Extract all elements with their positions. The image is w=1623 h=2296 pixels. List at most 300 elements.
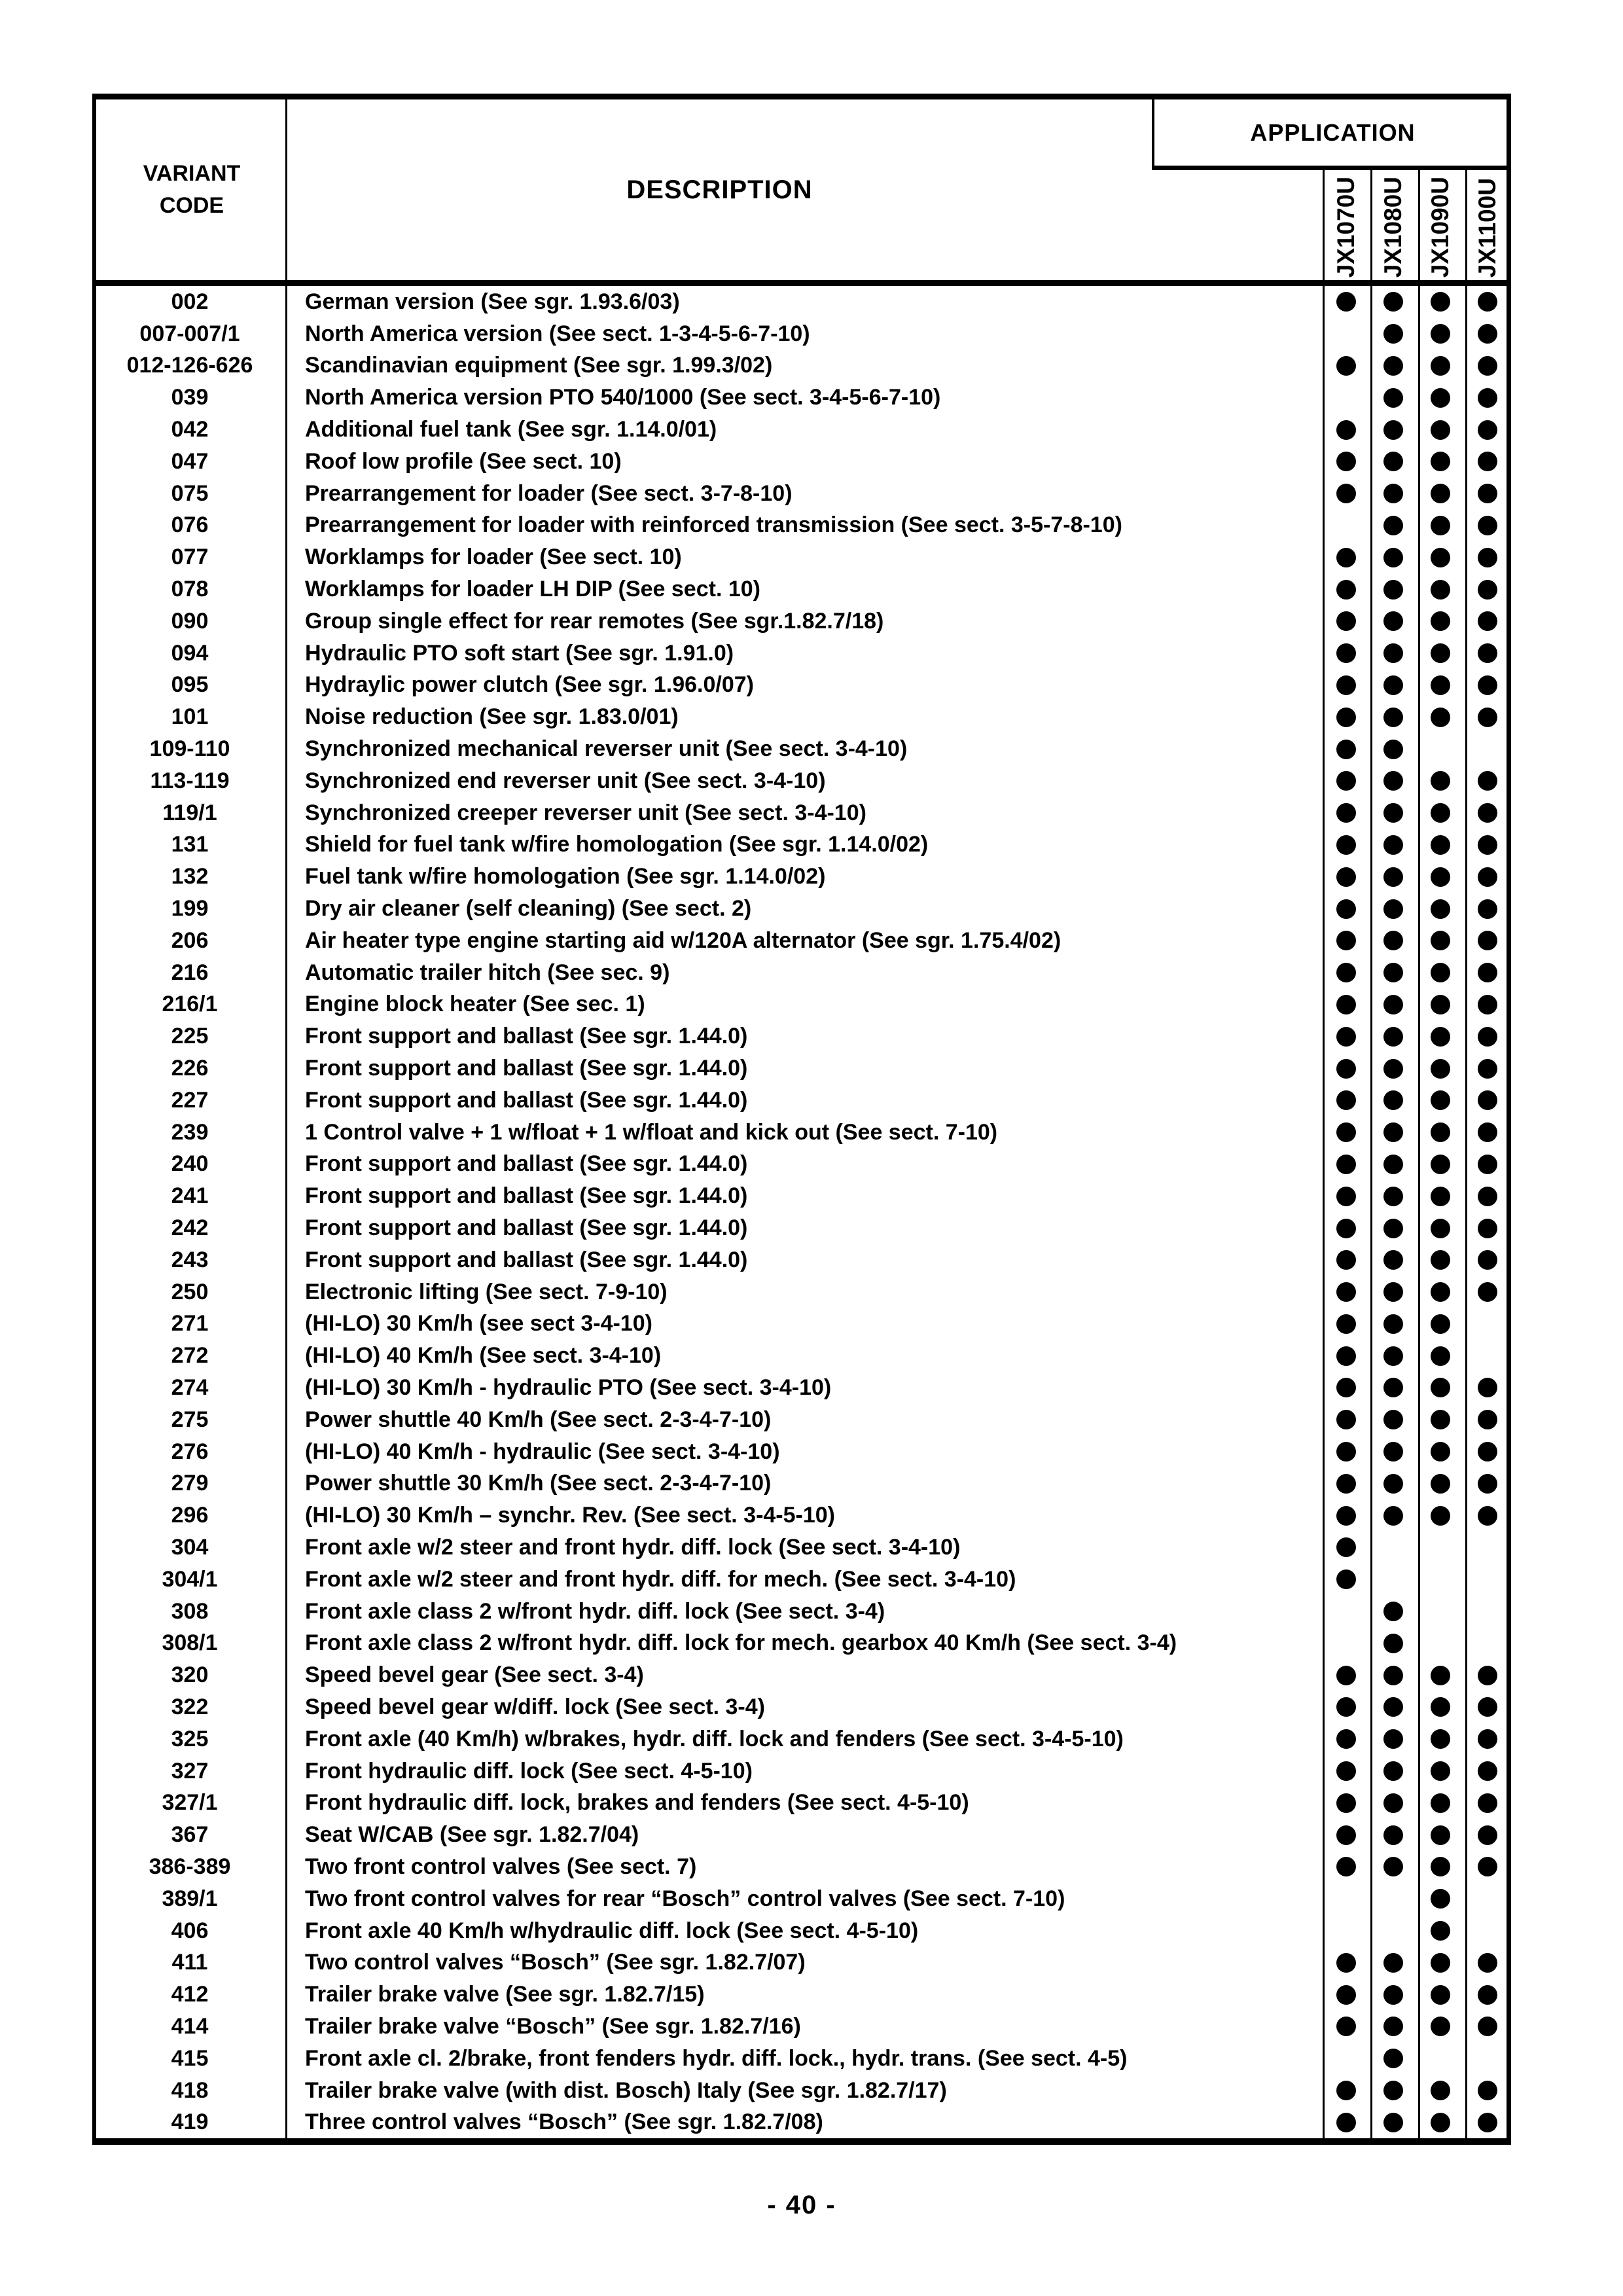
application-cells — [1323, 1340, 1511, 1372]
application-cell — [1464, 1596, 1511, 1628]
table-row — [92, 286, 1511, 318]
table-row — [92, 701, 1511, 733]
variant-code-cell: 412 — [171, 1982, 209, 2007]
description-cell: Seat W/CAB (See sgr. 1.82.7/04) — [305, 1822, 639, 1848]
application-cell — [1417, 1659, 1464, 1691]
application-cell — [1323, 1915, 1370, 1947]
table-row — [92, 1404, 1511, 1436]
application-dot — [1383, 1729, 1403, 1749]
variant-code-cell: 308 — [171, 1598, 209, 1624]
application-cell — [1417, 1372, 1464, 1404]
application-cell — [1323, 1149, 1370, 1181]
application-cells — [1323, 2106, 1511, 2138]
application-cell — [1323, 1117, 1370, 1149]
application-cell — [1323, 733, 1370, 765]
description-cell: Power shuttle 30 Km/h (See sect. 2-3-4-7-10) — [305, 1471, 772, 1496]
application-dot — [1383, 1634, 1403, 1653]
table-row — [92, 1564, 1511, 1596]
application-dot — [1431, 324, 1450, 344]
application-cells — [1323, 1659, 1511, 1691]
description-cell: Front support and ballast (See sgr. 1.44.0) — [305, 1151, 748, 1177]
application-cell — [1370, 1212, 1417, 1244]
application-dot — [1383, 1187, 1403, 1206]
application-cell — [1370, 1596, 1417, 1628]
application-cells — [1323, 701, 1511, 733]
application-cell — [1417, 733, 1464, 765]
application-dot — [1431, 1122, 1450, 1142]
variant-code-cell: 075 — [171, 480, 209, 506]
application-cell — [1370, 478, 1417, 510]
application-dot — [1383, 1985, 1403, 2005]
application-cell — [1370, 701, 1417, 733]
application-cell — [1464, 1946, 1511, 1979]
application-cell — [1323, 1372, 1370, 1404]
application-dot — [1431, 1729, 1450, 1749]
application-dot — [1336, 1666, 1356, 1685]
application-cells — [1323, 861, 1511, 893]
application-cells — [1323, 797, 1511, 829]
table-row — [92, 1085, 1511, 1117]
table-row — [92, 1052, 1511, 1085]
model-column-header — [1323, 170, 1370, 280]
application-cells — [1323, 2075, 1511, 2107]
application-dot — [1383, 1027, 1403, 1047]
application-cells — [1323, 925, 1511, 957]
description-cell: Scandinavian equipment (See sgr. 1.99.3/02) — [305, 353, 773, 378]
application-dot — [1478, 835, 1497, 855]
table-top-border — [92, 94, 1511, 99]
description-cell: Trailer brake valve (with dist. Bosch) Italy (See sgr. 1.82.7/17) — [305, 2077, 947, 2103]
application-cell — [1323, 1819, 1370, 1851]
application-dot — [1383, 324, 1403, 344]
application-cell — [1370, 1627, 1417, 1659]
application-cell — [1417, 1276, 1464, 1308]
description-cell: Front axle (40 Km/h) w/brakes, hydr. diff. lock and fenders (See sect. 3-4-5-10) — [305, 1726, 1124, 1751]
application-dot — [1383, 931, 1403, 950]
application-dot — [1431, 1250, 1450, 1270]
variant-code-cell: 304 — [171, 1534, 209, 1560]
description-cell: Worklamps for loader (See sect. 10) — [305, 545, 682, 570]
application-cell — [1417, 925, 1464, 957]
application-dot — [1478, 356, 1497, 376]
application-cells — [1323, 2011, 1511, 2043]
application-cell — [1370, 1308, 1417, 1340]
application-dot — [1431, 995, 1450, 1014]
application-dot — [1431, 1346, 1450, 1366]
application-cell — [1464, 541, 1511, 573]
description-cell: Front support and ballast (See sgr. 1.44.0) — [305, 1056, 748, 1081]
variant-code-cell: 078 — [171, 577, 209, 602]
variant-code-cell: 002 — [171, 289, 209, 314]
application-dot — [1431, 867, 1450, 887]
application-cell — [1417, 1308, 1464, 1340]
table-row — [92, 1659, 1511, 1691]
application-cells — [1323, 350, 1511, 382]
application-cell — [1417, 1052, 1464, 1085]
application-dot — [1383, 1666, 1403, 1685]
variant-code-cell: 304/1 — [162, 1566, 218, 1592]
application-cells — [1323, 1851, 1511, 1883]
application-cell — [1370, 1691, 1417, 1723]
application-cell — [1370, 1244, 1417, 1276]
application-cells — [1323, 829, 1511, 861]
application-dot — [1478, 1793, 1497, 1813]
application-cell — [1464, 1276, 1511, 1308]
model-column-header — [1417, 170, 1464, 280]
application-dot — [1336, 1122, 1356, 1142]
application-cell — [1370, 2075, 1417, 2107]
application-cell — [1370, 2106, 1417, 2138]
application-dot — [1478, 452, 1497, 471]
table-row — [92, 1946, 1511, 1979]
application-cell — [1464, 1851, 1511, 1883]
variant-code-cell: 042 — [171, 417, 209, 442]
application-dot — [1336, 708, 1356, 727]
application-cell — [1323, 637, 1370, 670]
table-row — [92, 1915, 1511, 1947]
page-number: - 40 - — [767, 2191, 836, 2219]
application-dot — [1431, 420, 1450, 440]
application-cell — [1464, 797, 1511, 829]
application-dot — [1383, 643, 1403, 663]
application-cell — [1464, 478, 1511, 510]
application-cells — [1323, 1244, 1511, 1276]
application-dot — [1336, 1761, 1356, 1781]
application-cell — [1370, 510, 1417, 542]
application-cell — [1370, 829, 1417, 861]
application-dot — [1431, 1985, 1450, 2005]
variant-application-table — [92, 94, 1511, 2145]
description-cell: Synchronized creeper reverser unit (See sect. 3-4-10) — [305, 800, 866, 825]
application-header — [1154, 99, 1511, 166]
application-cell — [1464, 1883, 1511, 1915]
application-cell — [1323, 1404, 1370, 1436]
description-cell: Additional fuel tank (See sgr. 1.14.0/01) — [305, 417, 717, 442]
application-cell — [1464, 1819, 1511, 1851]
application-cell — [1323, 670, 1370, 702]
application-cell — [1370, 1755, 1417, 1787]
application-cell — [1370, 1052, 1417, 1085]
model-label: JX1070U — [1332, 176, 1359, 278]
application-cell — [1370, 925, 1417, 957]
application-dot — [1478, 1250, 1497, 1270]
table-row — [92, 1372, 1511, 1404]
variant-code-cell: 101 — [171, 704, 209, 730]
application-dot — [1336, 1282, 1356, 1302]
application-dot — [1431, 1506, 1450, 1526]
application-dot — [1336, 1378, 1356, 1397]
application-dot — [1478, 611, 1497, 631]
application-cell — [1323, 350, 1370, 382]
application-dot — [1383, 548, 1403, 567]
application-cell — [1370, 1851, 1417, 1883]
application-cell — [1370, 637, 1417, 670]
variant-code-cell: 131 — [171, 832, 209, 857]
table-row — [92, 925, 1511, 957]
variant-code-cell: 276 — [171, 1439, 209, 1464]
application-dot — [1336, 1537, 1356, 1557]
variant-code-cell: 095 — [171, 672, 209, 698]
application-dot — [1336, 2017, 1356, 2036]
application-cells — [1323, 1308, 1511, 1340]
table-row — [92, 1883, 1511, 1915]
application-dot — [1383, 1793, 1403, 1813]
variant-code-cell: 411 — [171, 1950, 208, 1975]
application-dot — [1336, 1442, 1356, 1462]
application-cells — [1323, 1436, 1511, 1468]
application-dot — [1336, 1155, 1356, 1174]
application-cell — [1464, 1723, 1511, 1755]
application-cell — [1464, 861, 1511, 893]
application-dot — [1478, 548, 1497, 567]
application-cell — [1370, 1340, 1417, 1372]
application-dot — [1336, 740, 1356, 759]
application-dot — [1431, 2113, 1450, 2132]
description-cell: Speed bevel gear (See sect. 3-4) — [305, 1662, 644, 1688]
variant-code-cell: 109-110 — [149, 736, 230, 762]
variant-code-cell: 327/1 — [162, 1790, 218, 1816]
application-dot — [1431, 1187, 1450, 1206]
table-row — [92, 670, 1511, 702]
application-dot — [1336, 867, 1356, 887]
application-cells — [1323, 1117, 1511, 1149]
variant-code-cell: 132 — [171, 864, 209, 889]
application-cells — [1323, 1404, 1511, 1436]
application-cell — [1323, 1180, 1370, 1212]
application-cells — [1323, 1180, 1511, 1212]
table-row — [92, 1787, 1511, 1819]
application-cell — [1464, 670, 1511, 702]
application-cell — [1323, 605, 1370, 637]
variant-code-cell: 225 — [171, 1024, 209, 1049]
application-dot — [1431, 899, 1450, 919]
variant-code-cell: 308/1 — [162, 1630, 218, 1656]
application-cell — [1464, 382, 1511, 414]
application-cell — [1464, 1564, 1511, 1596]
variant-code-cell: 243 — [171, 1247, 209, 1272]
application-dot — [1383, 1410, 1403, 1429]
application-cell — [1417, 1627, 1464, 1659]
table-body — [92, 286, 1511, 2138]
application-dot — [1383, 835, 1403, 855]
variant-code-cell: 076 — [171, 512, 209, 538]
application-cell — [1323, 765, 1370, 797]
application-cell — [1323, 478, 1370, 510]
application-cell — [1370, 765, 1417, 797]
application-cell — [1323, 1499, 1370, 1532]
application-dot — [1336, 963, 1356, 982]
application-cell — [1323, 1883, 1370, 1915]
application-cell — [1370, 1180, 1417, 1212]
table-row — [92, 1117, 1511, 1149]
application-dot — [1383, 611, 1403, 631]
description-cell: Front support and ballast (See sgr. 1.44.0) — [305, 1215, 748, 1240]
variant-code-cell: 320 — [171, 1662, 209, 1688]
description-cell: Trailer brake valve (See sgr. 1.82.7/15) — [305, 1982, 705, 2007]
application-dot — [1431, 1474, 1450, 1494]
application-cell — [1464, 1691, 1511, 1723]
application-cell — [1417, 382, 1464, 414]
application-cells — [1323, 1052, 1511, 1085]
application-cell — [1323, 1340, 1370, 1372]
table-row — [92, 1627, 1511, 1659]
table-row — [92, 733, 1511, 765]
application-dot — [1336, 1410, 1356, 1429]
table-row — [92, 1979, 1511, 2011]
application-cells — [1323, 1627, 1511, 1659]
application-dot — [1478, 1090, 1497, 1110]
application-cell — [1370, 1564, 1417, 1596]
application-dot — [1478, 1155, 1497, 1174]
variant-code-cell: 227 — [171, 1087, 209, 1113]
variant-code-cell: 419 — [171, 2109, 209, 2135]
application-cells — [1323, 670, 1511, 702]
application-dot — [1478, 1442, 1497, 1462]
application-cell — [1370, 573, 1417, 605]
application-cell — [1464, 925, 1511, 957]
application-dot — [1478, 803, 1497, 823]
table-row — [92, 2043, 1511, 2075]
description-header — [287, 99, 1152, 280]
application-dot — [1383, 995, 1403, 1014]
description-cell: (HI-LO) 30 Km/h - hydraulic PTO (See sect. 3-4-10) — [305, 1374, 832, 1400]
application-cells — [1323, 1467, 1511, 1499]
application-dot — [1336, 1857, 1356, 1876]
application-dot — [1431, 548, 1450, 567]
application-cell — [1417, 2106, 1464, 2138]
application-cell — [1370, 1787, 1417, 1819]
model-columns — [1323, 170, 1511, 280]
application-cells — [1323, 989, 1511, 1021]
application-dot — [1383, 1155, 1403, 1174]
application-dot — [1431, 643, 1450, 663]
application-dot — [1431, 1921, 1450, 1941]
application-dot — [1431, 963, 1450, 982]
description-cell: Synchronized mechanical reverser unit (See sect. 3-4-10) — [305, 736, 908, 762]
application-dot — [1383, 1282, 1403, 1302]
application-dot — [1383, 1250, 1403, 1270]
description-cell: Noise reduction (See sgr. 1.83.0/01) — [305, 704, 679, 730]
application-cell — [1464, 1627, 1511, 1659]
application-cell — [1417, 861, 1464, 893]
description-cell: Front axle w/2 steer and front hydr. diff. lock (See sect. 3-4-10) — [305, 1534, 961, 1560]
application-cell — [1464, 989, 1511, 1021]
description-cell: North America version PTO 540/1000 (See sect. 3-4-5-6-7-10) — [305, 385, 941, 410]
application-cell — [1323, 1212, 1370, 1244]
application-dot — [1383, 803, 1403, 823]
description-cell: Air heater type engine starting aid w/120A alternator (See sgr. 1.75.4/02) — [305, 927, 1061, 953]
application-cell — [1370, 1979, 1417, 2011]
application-dot — [1336, 1314, 1356, 1334]
description-cell: Speed bevel gear w/diff. lock (See sect. 3-4) — [305, 1694, 765, 1719]
application-cell — [1464, 1052, 1511, 1085]
application-cell — [1464, 765, 1511, 797]
application-cells — [1323, 1149, 1511, 1181]
description-cell: Front hydraulic diff. lock, brakes and fenders (See sect. 4-5-10) — [305, 1790, 969, 1816]
application-cells — [1323, 957, 1511, 989]
application-dot — [1431, 1697, 1450, 1717]
application-dot — [1336, 1346, 1356, 1366]
variant-code-cell: 012-126-626 — [126, 353, 253, 378]
application-dot — [1383, 1314, 1403, 1334]
application-cell — [1370, 1436, 1417, 1468]
application-cell — [1417, 2011, 1464, 2043]
application-cell — [1323, 1659, 1370, 1691]
application-cell — [1464, 1499, 1511, 1532]
description-cell: Two front control valves (See sect. 7) — [305, 1854, 697, 1879]
application-cell — [1464, 350, 1511, 382]
model-label: JX1090U — [1427, 176, 1454, 278]
application-dot — [1383, 963, 1403, 982]
description-cell: Front support and ballast (See sgr. 1.44.0) — [305, 1024, 748, 1049]
application-dot — [1478, 2113, 1497, 2132]
application-cell — [1417, 893, 1464, 925]
application-dot — [1431, 803, 1450, 823]
table-row — [92, 573, 1511, 605]
application-cell — [1370, 1499, 1417, 1532]
application-cells — [1323, 1755, 1511, 1787]
description-cell: Hydraylic power clutch (See sgr. 1.96.0/07) — [305, 672, 754, 698]
application-cell — [1417, 1883, 1464, 1915]
application-dot — [1478, 2081, 1497, 2100]
application-dot — [1478, 1282, 1497, 1302]
application-dot — [1431, 1953, 1450, 1973]
application-dot — [1336, 1474, 1356, 1494]
application-cell — [1417, 829, 1464, 861]
application-dot — [1478, 1059, 1497, 1079]
application-cell — [1464, 1979, 1511, 2011]
application-cell — [1323, 1596, 1370, 1628]
application-dot — [1383, 1697, 1403, 1717]
application-dot — [1431, 1282, 1450, 1302]
application-dot — [1383, 1953, 1403, 1973]
variant-code-cell: 039 — [171, 385, 209, 410]
application-dot — [1336, 835, 1356, 855]
table-row — [92, 1276, 1511, 1308]
application-dot — [1478, 324, 1497, 344]
application-cell — [1464, 1659, 1511, 1691]
application-dot — [1383, 1602, 1403, 1621]
application-cell — [1464, 893, 1511, 925]
application-cells — [1323, 1883, 1511, 1915]
variant-code-cell: 279 — [171, 1471, 209, 1496]
variant-code-cell: 077 — [171, 545, 209, 570]
description-cell: Fuel tank w/fire homologation (See sgr. 1.14.0/02) — [305, 864, 826, 889]
application-cell — [1370, 1883, 1417, 1915]
application-cell — [1370, 1819, 1417, 1851]
application-cell — [1464, 2011, 1511, 2043]
application-dot — [1431, 931, 1450, 950]
variant-code-cell: 090 — [171, 608, 209, 634]
application-cell — [1323, 1851, 1370, 1883]
application-cell — [1417, 350, 1464, 382]
table-row — [92, 829, 1511, 861]
application-cell — [1370, 541, 1417, 573]
application-cell — [1323, 797, 1370, 829]
application-cell — [1370, 861, 1417, 893]
application-dot — [1431, 1155, 1450, 1174]
application-cell — [1323, 893, 1370, 925]
application-cell — [1417, 446, 1464, 478]
table-row — [92, 2106, 1511, 2138]
application-dot — [1383, 1090, 1403, 1110]
application-cell — [1323, 1276, 1370, 1308]
variant-code-cell: 414 — [171, 2013, 209, 2039]
table-row — [92, 446, 1511, 478]
application-cell — [1417, 701, 1464, 733]
application-cell — [1323, 1979, 1370, 2011]
application-cell — [1417, 1117, 1464, 1149]
